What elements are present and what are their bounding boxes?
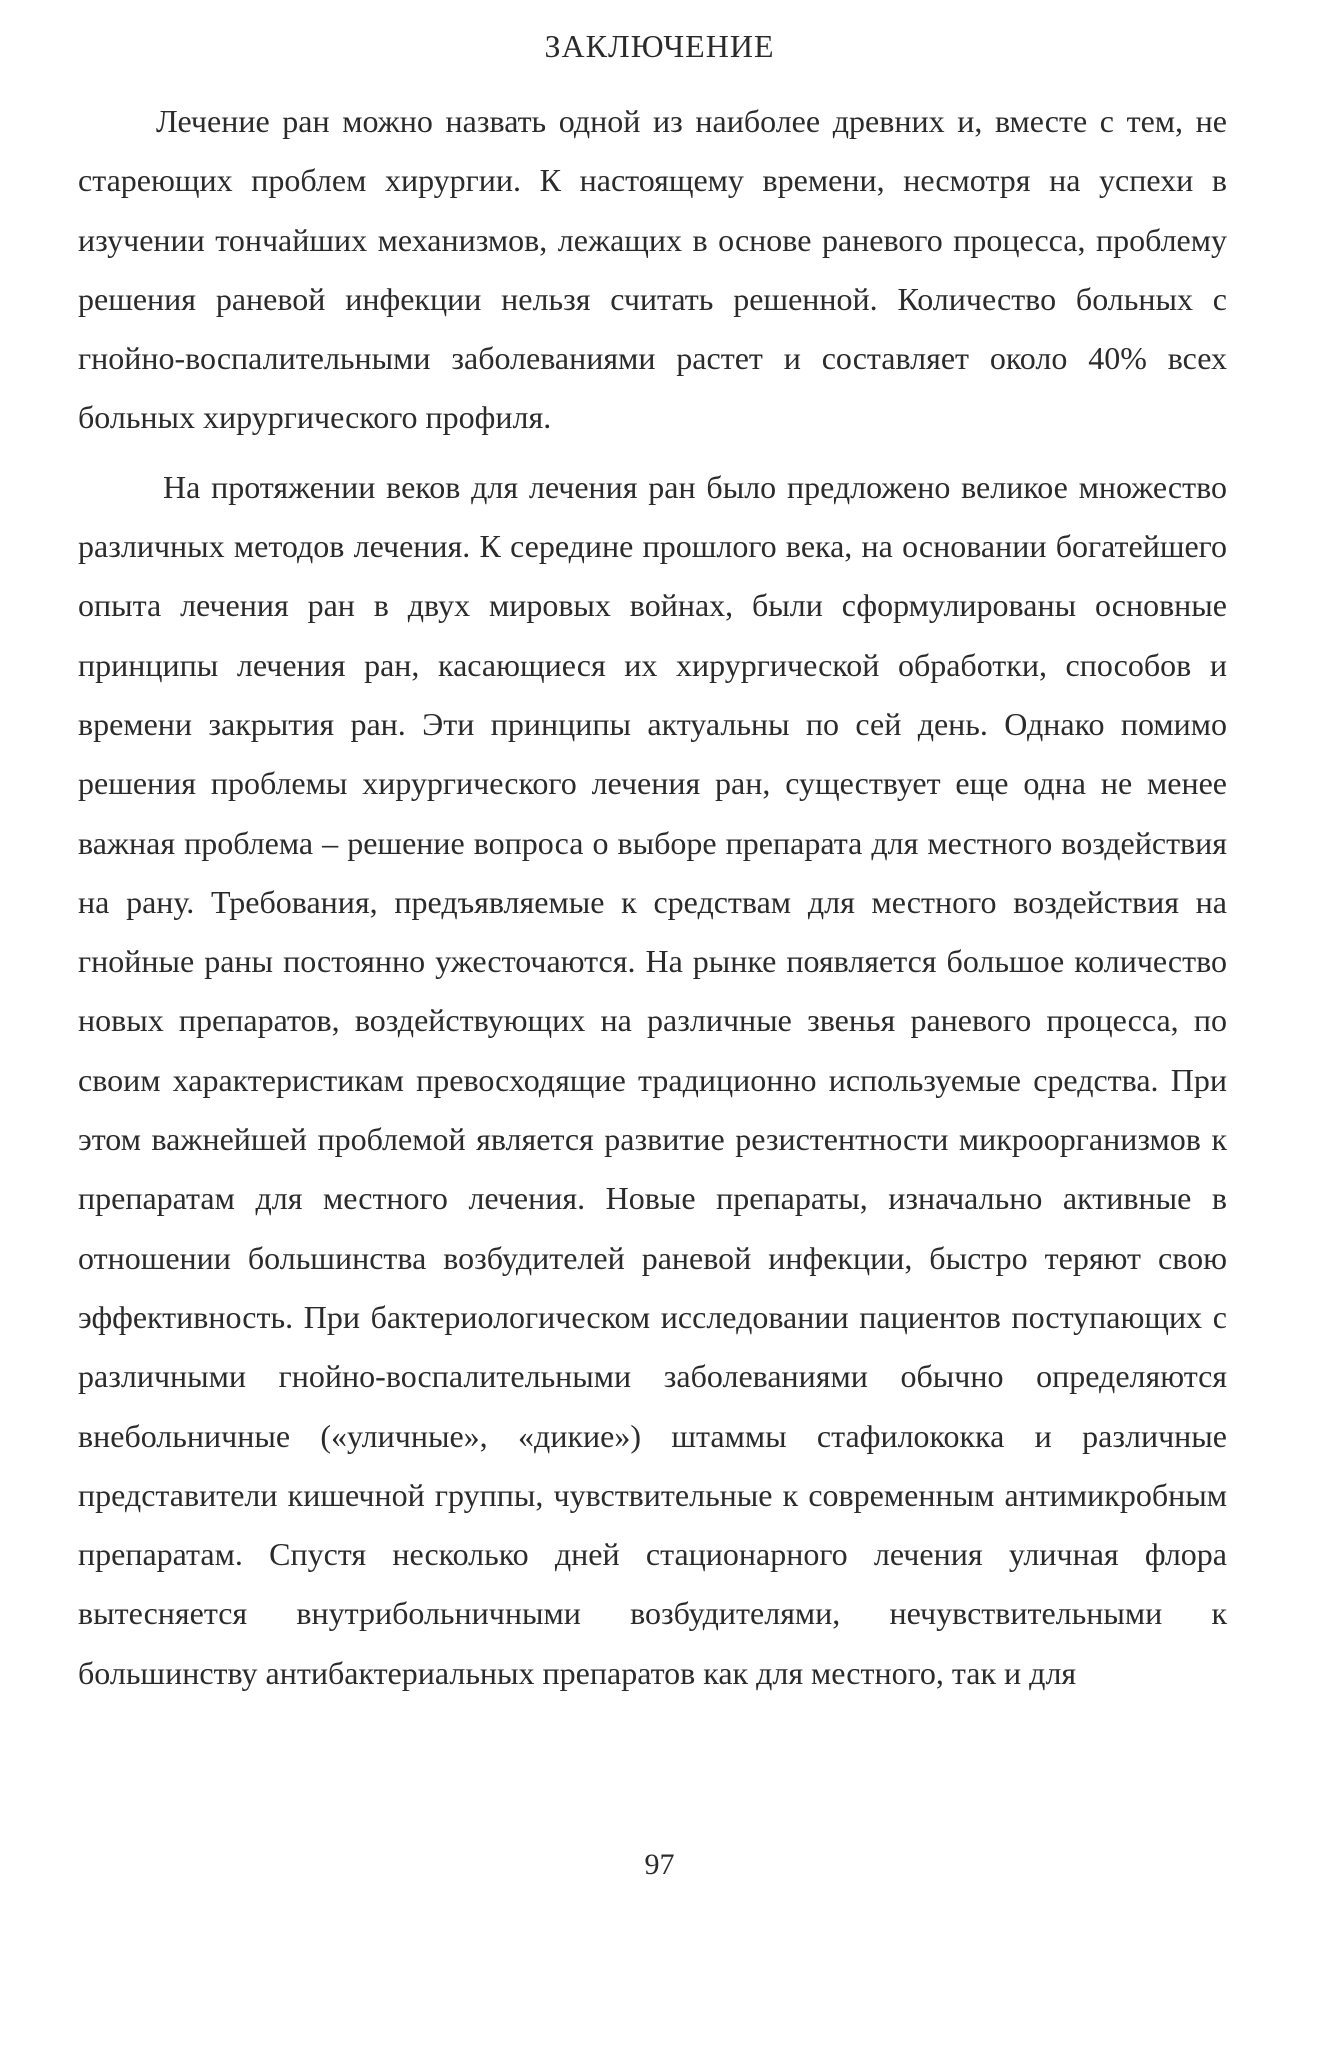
body-text <box>78 92 1227 1703</box>
page-number: 97 <box>644 1848 675 1881</box>
section-heading: ЗАКЛЮЧЕНИЕ <box>544 28 775 64</box>
paragraph-2: На протяжении веков для лечения ран было предложено великое множество различных методов лечения. К середине прошлого века, на основании богатейшего опыта лечения ран в двух мировых войнах, были сформулированы основные принципы лечения ран, касающиеся их хирургической обработки, способов и времени закрытия ран. Эти принципы актуальны по сей день. Однако помимо решения проблемы хирургического лечения ран, существует еще одна не менее важная проблема – решение вопроса о выборе препарата для местного воздействия на рану. Требования, предъявляемые к средствам для местного воздействия на гнойные раны постоянно ужесточаются. На рынке появляется большое количество новых препаратов, воздействующих на различные звенья раневого процесса, по своим характеристикам превосходящие традиционно используемые средства. При этом важнейшей проблемой является развитие резистентности микроорганизмов к препаратам для местного лечения. Новые препараты, изначально активные в отношении большинства возбудителей раневой инфекции, быстро теряют свою эффективность. При бактериологическом исследовании пациентов поступающих с различными гнойно-воспалительными заболеваниями обычно определяются внебольничные («уличные», «дикие») штаммы стафилококка и различные представители кишечной группы, чувствительные к современным антимикробным препаратам. Спустя несколько дней стационарного лечения уличная флора вытесняется внутрибольничными возбудителями, нечувствительными к большинству антибактериальных препаратов как для местного, так и для <box>78 468 1227 1691</box>
paragraph-1: Лечение ран можно назвать одной из наиболее древних и, вместе с тем, не стареющих проблем хирургии. К настоящему времени, несмотря на успехи в изучении тончайших механизмов, лежащих в основе раневого процесса, проблему решения раневой инфекции нельзя считать решенной. Количество больных с гнойно-воспалительными заболеваниями растет и составляет около 40% всех больных хирургического профиля. <box>78 103 1227 436</box>
